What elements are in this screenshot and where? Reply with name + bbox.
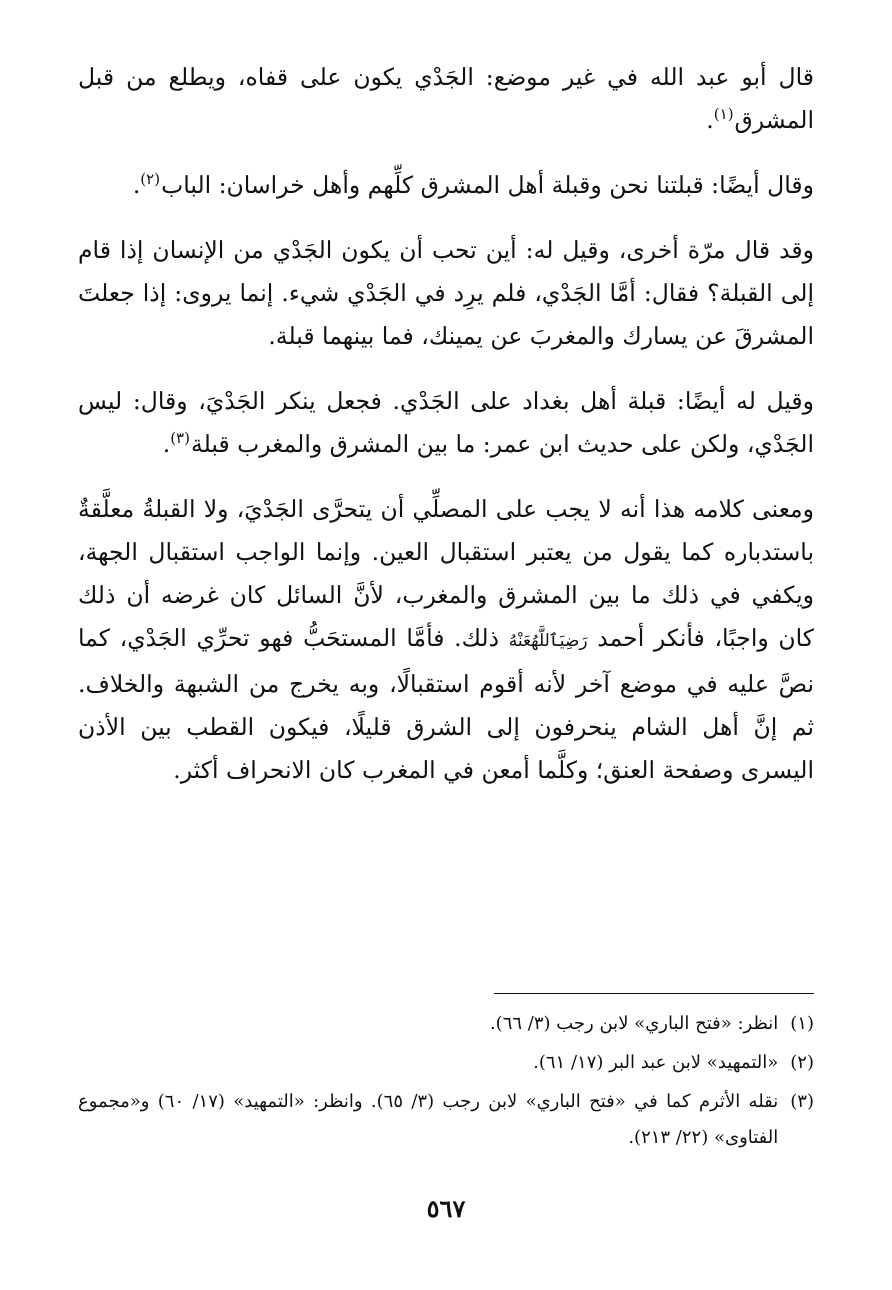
paragraph-3	[78, 229, 814, 358]
paragraph-1-text: قال أبو عبد الله في غير موضع: الجَدْي يكون على قفاه، ويطلع من قبل المشرق	[78, 63, 814, 134]
honorific-phrase: رَضِيَٱللَّهُعَنْهُ	[508, 631, 588, 651]
paragraph-4	[78, 380, 814, 466]
footnote-ref-3[interactable]: (٣)	[170, 429, 190, 448]
footnote-3	[78, 1084, 814, 1156]
main-text	[78, 56, 814, 814]
paragraph-5-after: ذلك. فأمَّا المستحَبُّ فهو تحرِّي الجَدْي، كما نصَّ عليه في موضع آخر لأنه أقوم استقبالًا، وبه يخرج من الشبهة والخلاف. ثم إنَّ أهل الشام ينحرفون إلى الشرق قليلًا، فيكون القطب بين الأذن اليسرى وصفحة العنق؛ وكلَّما أمعن في المغرب كان الانحراف أكثر.	[78, 624, 814, 784]
footnote-separator	[494, 993, 814, 994]
paragraph-1	[78, 56, 814, 142]
footnote-number: (١)	[790, 1013, 814, 1034]
footnote-2	[78, 1045, 814, 1081]
paragraph-3-text: وقد قال مرّة أخرى، وقيل له: أين تحب أن يكون الجَدْي من الإنسان إذا قام إلى القبلة؟ فقال: أمَّا الجَدْي، فلم يرِد في الجَدْي شيء. إنما يروى: إذا جعلتَ المشرقَ عن يسارك والمغربَ عن يمينك، فما بينهما قبلة.	[78, 236, 814, 350]
paragraph-2	[78, 164, 814, 207]
paragraph-2-text: وقال أيضًا: قبلتنا نحن وقبلة أهل المشرق كلِّهم وأهل خراسان: الباب	[161, 171, 814, 199]
footnote-text: نقله الأثرم كما في «فتح الباري» لابن رجب (٣/ ٦٥). وانظر: «التمهيد» (١٧/ ٦٠) و«مجموع الفتاوى» (٢٢/ ٢١٣).	[78, 1091, 779, 1148]
paragraph-5-before: ومعنى كلامه هذا أنه لا يجب على المصلِّي أن يتحرَّى الجَدْيَ، ولا القبلةُ معلَّقةٌ باستدباره كما يقول من يعتبر استقبال العين. وإنما الواجب استقبال الجهة، ويكفي في ذلك ما بين المشرق والمغرب، لأنَّ السائل كان غرضه أن ذلك كان واجبًا، فأنكر أحمد	[78, 495, 814, 652]
footnote-number: (٢)	[790, 1052, 814, 1073]
footnote-ref-2[interactable]: (٢)	[140, 170, 161, 189]
footnote-text: انظر: «فتح الباري» لابن رجب (٣/ ٦٦).	[489, 1013, 779, 1034]
footnote-number: (٣)	[790, 1091, 814, 1112]
footnote-1	[78, 1006, 814, 1042]
page-number: ٥٦٧	[426, 1194, 466, 1223]
paragraph-1-end: .	[706, 106, 714, 134]
footnote-text: «التمهيد» لابن عبد البر (١٧/ ٦١).	[533, 1052, 779, 1073]
paragraph-4-end: .	[162, 430, 171, 458]
footnote-ref-1[interactable]: (١)	[713, 105, 734, 124]
footnotes	[78, 1006, 814, 1159]
paragraph-5	[78, 488, 814, 792]
paragraph-4-text: وقيل له أيضًا: قبلة أهل بغداد على الجَدْي. فجعل ينكر الجَدْيَ، وقال: ليس الجَدْي، ولكن على حديث ابن عمر: ما بين المشرق والمغرب قبلة	[78, 387, 814, 458]
paragraph-2-end: .	[132, 171, 141, 199]
